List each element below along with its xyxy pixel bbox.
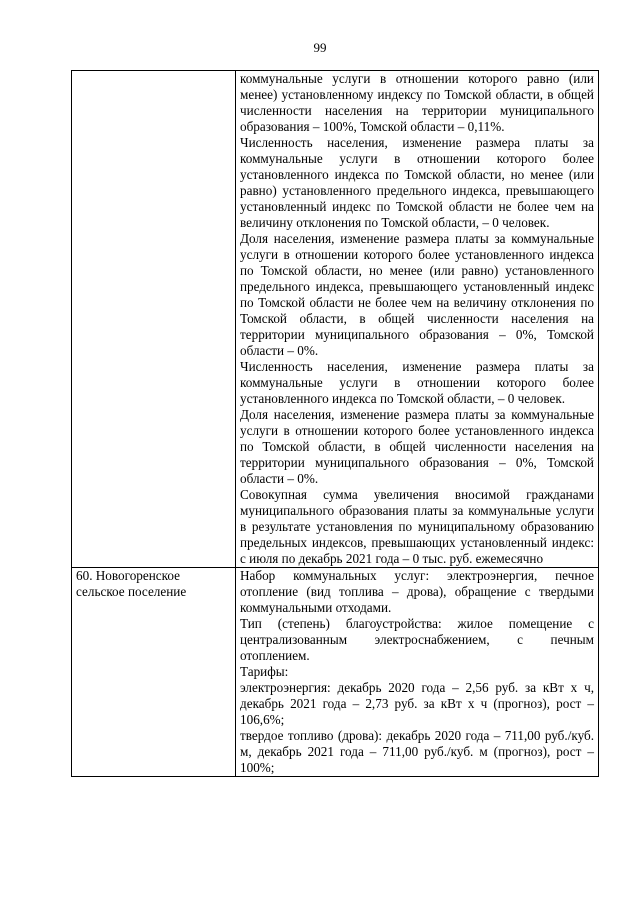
paragraph: коммунальные услуги в отношении которого равно (или менее) установленному индексу по Томской области, в общей численности населения на территории муниципального образования – 100%, Томской области – 0,11%. (240, 71, 594, 134)
table-row (72, 568, 599, 777)
paragraph: Совокупная сумма увеличения вносимой гражданами муниципального образования платы за коммунальные услуги в результате установления по муниципальному образованию предельных индексов, превышающих установленный индекс: с июля по декабрь 2021 года – 0 тыс. руб. ежемесячно (240, 487, 594, 566)
paragraph: Доля населения, изменение размера платы за коммунальные услуги в отношении которого более установленного индекса по Томской области, но менее (или равно) установленного предельного индекса, превышающего установленный индекс по Томской области не более чем на величину отклонения по Томской области, в общей численности населения на территории муниципального образования – 0%, Томской области – 0%. (240, 231, 594, 358)
description-cell (236, 71, 599, 568)
paragraph: Набор коммунальных услуг: электроэнергия, печное отопление (вид топлива – дрова), обращение с твердыми коммунальными отходами. (240, 568, 594, 615)
paragraph: Тип (степень) благоустройства: жилое помещение с централизованным электроснабжением, с печным отоплением. (240, 616, 594, 663)
document-table (71, 70, 599, 777)
paragraph: твердое топливо (дрова): декабрь 2020 года – 711,00 руб./куб. м, декабрь 2021 года – 711,00 руб./куб. м (прогноз), рост – 100%; (240, 728, 594, 775)
settlement-name-cell (72, 71, 236, 568)
paragraph: Доля населения, изменение размера платы за коммунальные услуги в отношении которого более установленного индекса по Томской области, в общей численности населения на территории муниципального образования – 0%, Томской области – 0%. (240, 407, 594, 486)
paragraph: Численность населения, изменение размера платы за коммунальные услуги в отношении которого более установленного индекса по Томской области, но менее (или равно) установленного предельного индекса, превышающего установленный индекс по Томской области не более чем на величину отклонения по Томской области, – 0 человек. (240, 135, 594, 230)
description-cell (236, 568, 599, 777)
settlement-name-cell: 60. Новогоренское сельское поселение (72, 568, 236, 777)
paragraph: электроэнергия: декабрь 2020 года – 2,56 руб. за кВт х ч, декабрь 2021 года – 2,73 руб. за кВт х ч (прогноз), рост – 106,6%; (240, 680, 594, 727)
table-row (72, 71, 599, 568)
paragraph: Тарифы: (240, 664, 289, 679)
page-number: 99 (313, 40, 327, 55)
paragraph: Численность населения, изменение размера платы за коммунальные услуги в отношении которого более установленного индекса по Томской области, – 0 человек. (240, 359, 594, 406)
